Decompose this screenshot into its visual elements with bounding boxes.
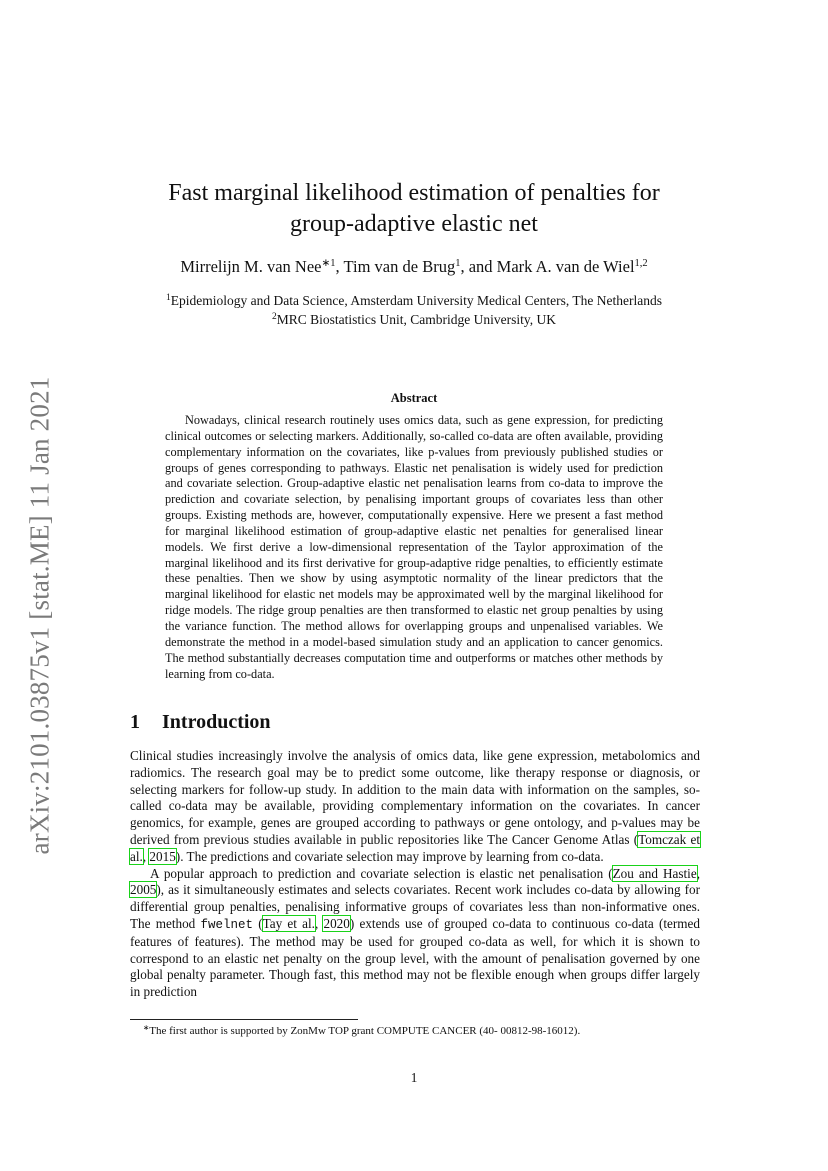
code-package-name: fwelnet <box>200 917 254 932</box>
paper-title <box>120 178 708 240</box>
affiliation-line <box>120 292 708 311</box>
author-separator: , <box>335 257 344 276</box>
footnote <box>143 1024 580 1038</box>
citation-separator: , <box>142 848 150 864</box>
citation-link[interactable] <box>323 916 349 931</box>
paragraph-text: A popular approach to prediction and covariate selection is elastic net penalisation ( <box>150 865 613 881</box>
body-paragraph <box>130 748 700 866</box>
paper-title-line-1: Fast marginal likelihood estimation of penalties for <box>168 180 660 206</box>
author-affiliation-mark: ∗1 <box>321 258 336 269</box>
citation-separator: , <box>696 865 700 881</box>
body-paragraph <box>130 866 700 1001</box>
affiliation-mark: 2 <box>272 311 277 322</box>
section-heading <box>130 711 271 734</box>
citation-link[interactable] <box>263 916 315 931</box>
paragraph-text: ), as it simultaneously estimates and selects covariates. Recent work includes co-data by allowing for differential group penalties, penalising informative groups of covariates less than non-informative ones. The method <box>130 882 700 931</box>
affiliation-mark: 1 <box>166 293 171 303</box>
arxiv-identifier-stamp <box>20 365 60 865</box>
abstract-text: Nowadays, clinical research routinely uses omics data, such as gene expression, for predicting clinical outcomes or selecting markers. Additionally, so-called co-data are often available, providing complementary information on the covariates, like p-values from previously published studies or groups of genes corresponding to pathways. Elastic net penalisation is widely used for prediction and covariate selection. Group-adaptive elastic net penalisation learns from co-data to improve the prediction and covariate selection, by penalising important groups of covariates less than other groups. Existing methods are, however, computationally expensive. Here we present a fast method for marginal likelihood estimation of group-adaptive elastic net penalties for generalised linear models. We first derive a low-dimensional representation of the Taylor approximation of the marginal likelihood and its first derivative for group-adaptive ridge penalties, to efficiently estimate these penalties. Then we show by using asymptotic normality of the linear predictors that the marginal likelihood for elastic net models may be approximated well by the marginal likelihood for ridge models. The ridge group penalties are then transformed to elastic net group penalties by using the variance function. The method allows for overlapping groups and unpenalised variables. We demonstrate the method in a model-based simulation study and an application to cancer genomics. The method substantially decreases computation time and outperforms or matches other methods by learning from co-data. <box>165 413 663 681</box>
affiliation-line <box>120 311 708 330</box>
citation-link[interactable] <box>149 849 175 864</box>
citation-author: Zou and Hastie <box>612 865 697 881</box>
author-name: Mark A. van de Wiel <box>496 257 635 276</box>
author-separator: , and <box>460 257 497 276</box>
paragraph-text: ) extends use of grouped co-data to continuous co-data (termed features of features). The method may be used for grouped co-data as well, for which it is shown to correspond to an elastic net penalty on the group level, with the amount of penalisation governed by one global penalty parameter. Though fast, this method may not be flexible enough when groups differ largely in prediction <box>130 915 700 1000</box>
citation-link[interactable] <box>613 866 697 881</box>
citation-link[interactable] <box>130 882 156 897</box>
author-name: Mirrelijn M. van Nee <box>180 257 322 276</box>
citation-separator: , <box>314 915 324 931</box>
citation-year: 2020 <box>323 915 350 931</box>
arxiv-identifier-text: arXiv:2101.03875v1 [stat.ME] 11 Jan 2021 <box>24 376 55 854</box>
citation-year: 2015 <box>149 848 176 864</box>
footnote-mark: ∗ <box>143 1023 150 1032</box>
footnote-text: The first author is supported by ZonMw TOP grant COMPUTE CANCER (40- 00812-98-16012). <box>149 1025 581 1037</box>
citation-year: 2005 <box>130 882 157 898</box>
footnote-divider <box>130 1019 358 1020</box>
author-name: Tim van de Brug <box>343 257 456 276</box>
citation-author: Tay et al. <box>262 915 315 931</box>
paragraph-text: ). The predictions and covariate selection may improve by learning from co-data. <box>175 848 604 864</box>
affiliation-text: Epidemiology and Data Science, Amsterdam University Medical Centers, The Netherlands <box>170 293 662 308</box>
abstract-heading: Abstract <box>390 391 438 405</box>
citation-author: Tomczak et al. <box>130 831 700 864</box>
introduction-body <box>130 748 700 1001</box>
paragraph-text: ( <box>253 915 263 931</box>
paper-title-line-2: group-adaptive elastic net <box>290 211 538 237</box>
author-affiliation-mark: 1 <box>455 258 461 269</box>
affiliation-list <box>120 292 708 329</box>
page-number: 1 <box>410 1070 418 1085</box>
author-list <box>120 256 708 278</box>
paragraph-text: Clinical studies increasingly involve the analysis of omics data, like gene expression, metabolomics and radiomics. The research goal may be to predict some outcome, like therapy response or diagnosis, or selecting markers for follow-up study. In addition to the main data with information on the samples, so-called co-data may be available, providing complementary information on the covariates. In cancer genomics, for example, genes are grouped according to pathways or gene ontology, and p-values may be derived from previous studies available in public repositories like The Cancer Genome Atlas ( <box>130 748 700 847</box>
section-title: Introduction <box>162 711 271 733</box>
section-number: 1 <box>130 711 140 733</box>
author-affiliation-mark: 1,2 <box>634 258 648 269</box>
affiliation-text: MRC Biostatistics Unit, Cambridge University, UK <box>276 311 556 327</box>
